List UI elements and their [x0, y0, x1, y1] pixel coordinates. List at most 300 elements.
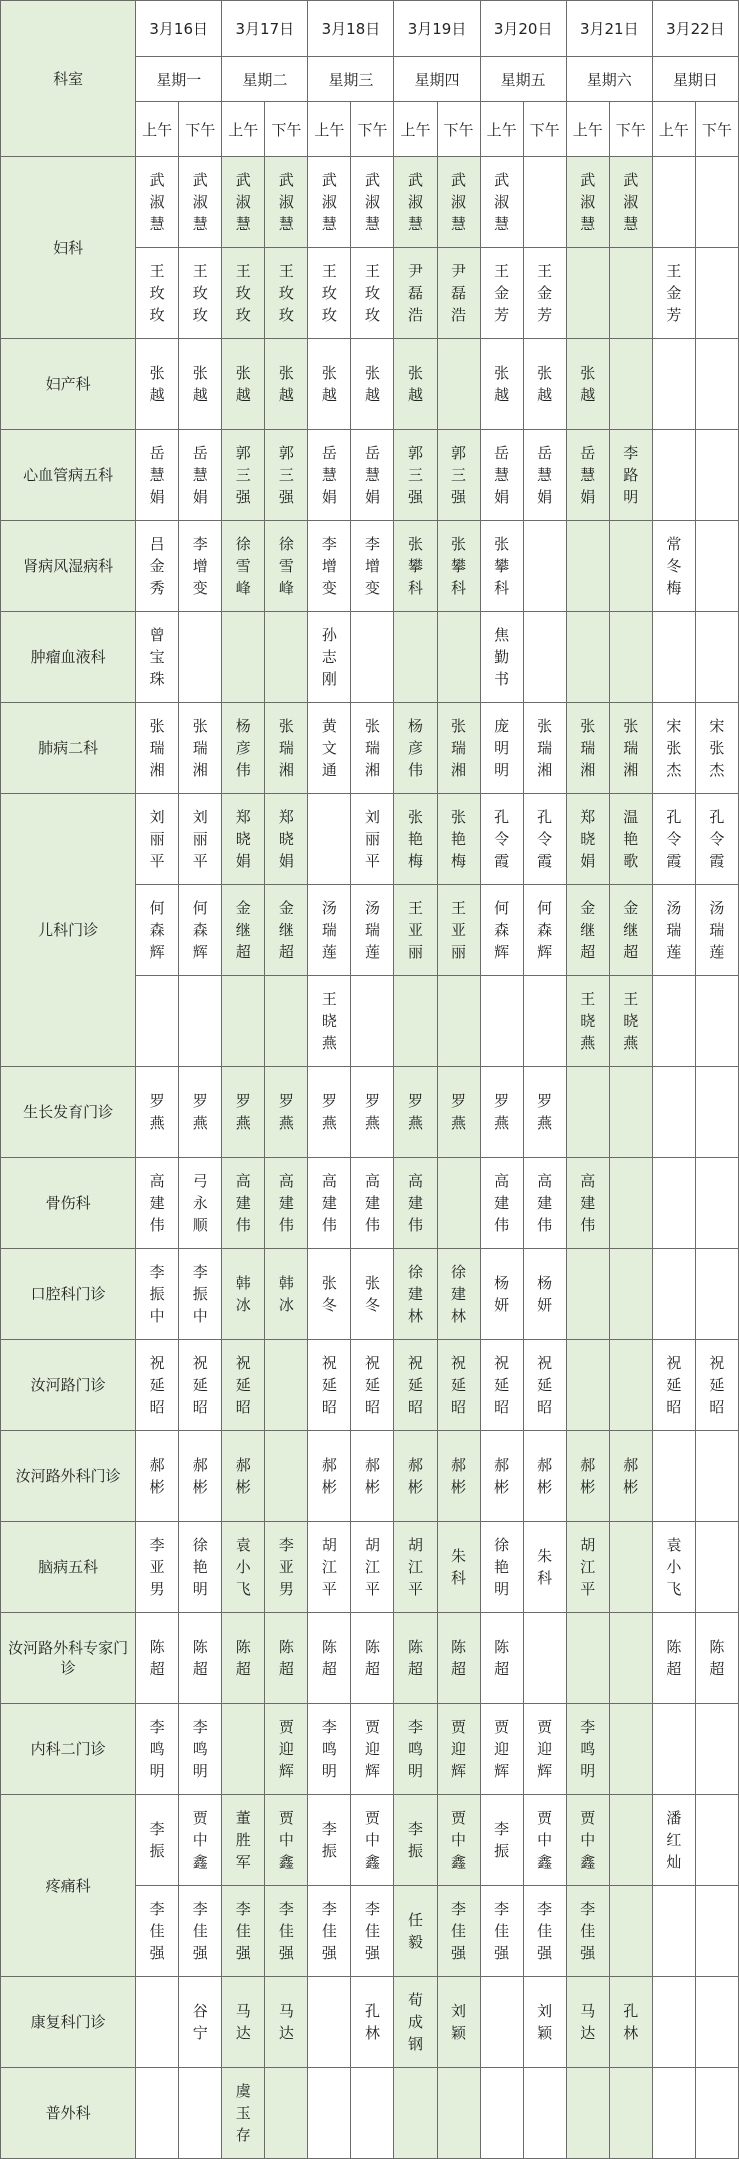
- doctor-name: 郑晓娟: [278, 808, 294, 870]
- schedule-row: [1, 794, 739, 885]
- pm-doctor-cell: [351, 1067, 394, 1158]
- pm-doctor-cell: [437, 339, 480, 430]
- pm-doctor-cell: [179, 248, 222, 339]
- doctor-name: 李振: [321, 1820, 337, 1860]
- doctor-name: 武淑慧: [623, 171, 639, 233]
- am-doctor-cell: [394, 1158, 437, 1249]
- pm-doctor-cell: [695, 612, 738, 703]
- am-doctor-cell: [394, 521, 437, 612]
- doctor-name: 张瑞湘: [149, 717, 165, 779]
- am-doctor-cell: [222, 2068, 265, 2159]
- doctor-name: 马达: [278, 2002, 294, 2042]
- doctor-name: 吕金秀: [149, 535, 165, 597]
- am-doctor-cell: [308, 1977, 351, 2068]
- am-doctor-cell: [394, 976, 437, 1067]
- am-doctor-cell: [394, 339, 437, 430]
- pm-doctor-cell: [437, 1977, 480, 2068]
- pm-doctor-cell: [437, 1249, 480, 1340]
- doctor-name: 岳慧娟: [321, 444, 337, 506]
- doctor-name: 徐建林: [451, 1263, 467, 1325]
- pm-doctor-cell: [265, 794, 308, 885]
- doctor-name: 张越: [192, 364, 208, 404]
- doctor-name: 陈超: [451, 1638, 467, 1678]
- am-doctor-cell: [652, 1431, 695, 1522]
- pm-doctor-cell: [179, 612, 222, 703]
- am-doctor-cell: [480, 703, 523, 794]
- doctor-name: 潘红灿: [666, 1809, 682, 1871]
- dept-name: 肿瘤血液科: [1, 612, 136, 703]
- doctor-name: 焦勤书: [494, 626, 510, 688]
- am-doctor-cell: [652, 1067, 695, 1158]
- weekday-header: 星期四: [394, 57, 480, 102]
- doctor-name: 徐雪峰: [278, 535, 294, 597]
- am-doctor-cell: [480, 612, 523, 703]
- pm-doctor-cell: [695, 1977, 738, 2068]
- doctor-name: 陈超: [149, 1638, 165, 1678]
- am-doctor-cell: [566, 1795, 609, 1886]
- pm-doctor-cell: [695, 885, 738, 976]
- weekday-header: 星期一: [136, 57, 222, 102]
- doctor-name: 刘丽平: [364, 808, 380, 870]
- schedule-row: [1, 157, 739, 248]
- am-doctor-cell: [308, 1431, 351, 1522]
- doctor-name: 岳慧娟: [494, 444, 510, 506]
- am-doctor-cell: [394, 1431, 437, 1522]
- schedule-row: [1, 1067, 739, 1158]
- doctor-name: 金继超: [623, 899, 639, 961]
- weekday-header: 星期二: [222, 57, 308, 102]
- dept-name: 脑病五科: [1, 1522, 136, 1613]
- pm-doctor-cell: [695, 1067, 738, 1158]
- am-doctor-cell: [480, 248, 523, 339]
- pm-doctor-cell: [351, 1340, 394, 1431]
- pm-doctor-cell: [609, 1340, 652, 1431]
- pm-doctor-cell: [265, 1067, 308, 1158]
- am-doctor-cell: [222, 703, 265, 794]
- pm-doctor-cell: [351, 521, 394, 612]
- am-doctor-cell: [136, 976, 179, 1067]
- pm-doctor-cell: [695, 1886, 738, 1977]
- doctor-name: 张瑞湘: [451, 717, 467, 779]
- am-doctor-cell: [222, 1977, 265, 2068]
- am-doctor-cell: [222, 430, 265, 521]
- doctor-name: 张越: [537, 364, 553, 404]
- pm-doctor-cell: [695, 248, 738, 339]
- doctor-name: 张瑞湘: [364, 717, 380, 779]
- am-doctor-cell: [480, 1522, 523, 1613]
- doctor-name: 汤瑞莲: [321, 899, 337, 961]
- pm-doctor-cell: [695, 430, 738, 521]
- am-doctor-cell: [652, 1977, 695, 2068]
- am-doctor-cell: [480, 1613, 523, 1704]
- pm-doctor-cell: [437, 1522, 480, 1613]
- schedule-row: [1, 612, 739, 703]
- am-doctor-cell: [136, 521, 179, 612]
- pm-doctor-cell: [179, 521, 222, 612]
- doctor-name: 贾迎辉: [537, 1718, 553, 1780]
- am-doctor-cell: [222, 1795, 265, 1886]
- doctor-name: 徐艳明: [192, 1536, 208, 1598]
- doctor-name: 尹磊浩: [451, 262, 467, 324]
- am-doctor-cell: [480, 1340, 523, 1431]
- doctor-name: 何森辉: [149, 899, 165, 961]
- pm-doctor-cell: [437, 1613, 480, 1704]
- doctor-name: 张瑞湘: [192, 717, 208, 779]
- am-doctor-cell: [566, 703, 609, 794]
- pm-doctor-cell: [437, 1067, 480, 1158]
- am-doctor-cell: [566, 521, 609, 612]
- doctor-name: 金继超: [278, 899, 294, 961]
- doctor-name: 罗燕: [451, 1092, 467, 1132]
- doctor-name: 黄文通: [321, 717, 337, 779]
- doctor-name: 王晓燕: [321, 990, 337, 1052]
- am-doctor-cell: [308, 612, 351, 703]
- doctor-name: 李路明: [623, 444, 639, 506]
- am-doctor-cell: [136, 430, 179, 521]
- pm-doctor-cell: [179, 1977, 222, 2068]
- date-header: 3月20日: [480, 1, 566, 57]
- doctor-name: 李亚男: [149, 1536, 165, 1598]
- dept-name: 口腔科门诊: [1, 1249, 136, 1340]
- doctor-name: 贾迎辉: [451, 1718, 467, 1780]
- doctor-name: 郭三强: [278, 444, 294, 506]
- doctor-name: 孔令霞: [666, 808, 682, 870]
- am-doctor-cell: [222, 339, 265, 430]
- doctor-name: 孔林: [364, 2002, 380, 2042]
- am-doctor-cell: [394, 1704, 437, 1795]
- doctor-name: 郝彬: [149, 1456, 165, 1496]
- am-doctor-cell: [566, 1340, 609, 1431]
- am-doctor-cell: [652, 430, 695, 521]
- pm-header: 下午: [265, 102, 308, 157]
- doctor-name: 金继超: [235, 899, 251, 961]
- pm-doctor-cell: [523, 430, 566, 521]
- doctor-name: 祝延昭: [192, 1354, 208, 1416]
- doctor-name: 袁小飞: [235, 1536, 251, 1598]
- doctor-name: 王玫玫: [235, 262, 251, 324]
- am-doctor-cell: [566, 157, 609, 248]
- am-doctor-cell: [136, 157, 179, 248]
- doctor-name: 张瑞湘: [580, 717, 596, 779]
- am-doctor-cell: [308, 430, 351, 521]
- pm-doctor-cell: [351, 1886, 394, 1977]
- doctor-name: 马达: [580, 2002, 596, 2042]
- doctor-name: 郝彬: [235, 1456, 251, 1496]
- doctor-name: 陈超: [494, 1638, 510, 1678]
- pm-doctor-cell: [437, 612, 480, 703]
- am-doctor-cell: [308, 703, 351, 794]
- am-doctor-cell: [566, 1158, 609, 1249]
- doctor-name: 罗燕: [149, 1092, 165, 1132]
- doctor-name: 李鸣明: [149, 1718, 165, 1780]
- am-doctor-cell: [222, 1886, 265, 1977]
- pm-doctor-cell: [609, 885, 652, 976]
- am-doctor-cell: [394, 885, 437, 976]
- pm-doctor-cell: [179, 885, 222, 976]
- doctor-name: 陈超: [407, 1638, 423, 1678]
- doctor-name: 庞明明: [494, 717, 510, 779]
- am-doctor-cell: [222, 1704, 265, 1795]
- doctor-name: 陈超: [709, 1638, 725, 1678]
- doctor-name: 高建伟: [494, 1172, 510, 1234]
- dept-name: 疼痛科: [1, 1795, 136, 1977]
- am-doctor-cell: [308, 1795, 351, 1886]
- am-doctor-cell: [222, 1522, 265, 1613]
- am-doctor-cell: [308, 976, 351, 1067]
- am-doctor-cell: [652, 976, 695, 1067]
- schedule-row: [1, 1249, 739, 1340]
- am-doctor-cell: [394, 1795, 437, 1886]
- am-doctor-cell: [566, 885, 609, 976]
- am-doctor-cell: [566, 612, 609, 703]
- am-doctor-cell: [308, 1522, 351, 1613]
- am-doctor-cell: [136, 1977, 179, 2068]
- doctor-name: 郝彬: [321, 1456, 337, 1496]
- dept-name: 生长发育门诊: [1, 1067, 136, 1158]
- pm-doctor-cell: [351, 430, 394, 521]
- doctor-name: 李鸣明: [580, 1718, 596, 1780]
- pm-doctor-cell: [523, 157, 566, 248]
- pm-doctor-cell: [265, 157, 308, 248]
- doctor-name: 张攀科: [494, 535, 510, 597]
- pm-doctor-cell: [695, 794, 738, 885]
- am-doctor-cell: [308, 1340, 351, 1431]
- pm-doctor-cell: [695, 1158, 738, 1249]
- doctor-name: 孔令霞: [537, 808, 553, 870]
- pm-doctor-cell: [351, 1795, 394, 1886]
- pm-doctor-cell: [609, 1431, 652, 1522]
- pm-doctor-cell: [351, 612, 394, 703]
- doctor-name: 贾中鑫: [364, 1809, 380, 1871]
- pm-doctor-cell: [523, 1977, 566, 2068]
- am-doctor-cell: [222, 794, 265, 885]
- am-doctor-cell: [394, 157, 437, 248]
- am-doctor-cell: [652, 885, 695, 976]
- am-doctor-cell: [222, 157, 265, 248]
- doctor-name: 李振: [149, 1820, 165, 1860]
- doctor-name: 陈超: [235, 1638, 251, 1678]
- pm-doctor-cell: [609, 2068, 652, 2159]
- am-doctor-cell: [480, 157, 523, 248]
- doctor-name: 杨妍: [494, 1274, 510, 1314]
- pm-doctor-cell: [179, 1704, 222, 1795]
- doctor-name: 祝延昭: [149, 1354, 165, 1416]
- doctor-name: 武淑慧: [407, 171, 423, 233]
- dept-name: 骨伤科: [1, 1158, 136, 1249]
- doctor-name: 朱科: [537, 1547, 553, 1587]
- doctor-name: 徐建林: [407, 1263, 423, 1325]
- doctor-name: 李佳强: [494, 1900, 510, 1962]
- doctor-name: 徐艳明: [494, 1536, 510, 1598]
- doctor-name: 王亚丽: [407, 899, 423, 961]
- pm-doctor-cell: [695, 1795, 738, 1886]
- doctor-name: 岳慧娟: [364, 444, 380, 506]
- pm-header: 下午: [695, 102, 738, 157]
- doctor-name: 贾迎辉: [278, 1718, 294, 1780]
- pm-doctor-cell: [437, 976, 480, 1067]
- am-doctor-cell: [308, 1613, 351, 1704]
- pm-doctor-cell: [609, 1522, 652, 1613]
- doctor-name: 汤瑞莲: [666, 899, 682, 961]
- am-doctor-cell: [480, 1249, 523, 1340]
- am-doctor-cell: [652, 1522, 695, 1613]
- dept-name: 肾病风湿病科: [1, 521, 136, 612]
- schedule-row: [1, 1340, 739, 1431]
- dept-name: 康复科门诊: [1, 1977, 136, 2068]
- schedule-row: [1, 1431, 739, 1522]
- dept-name: 儿科门诊: [1, 794, 136, 1067]
- doctor-name: 弓永顺: [192, 1172, 208, 1234]
- weekday-header: 星期五: [480, 57, 566, 102]
- doctor-name: 董胜军: [235, 1809, 251, 1871]
- pm-doctor-cell: [265, 1795, 308, 1886]
- pm-header: 下午: [351, 102, 394, 157]
- doctor-name: 祝延昭: [666, 1354, 682, 1416]
- am-doctor-cell: [136, 2068, 179, 2159]
- doctor-name: 刘丽平: [192, 808, 208, 870]
- doctor-name: 武淑慧: [321, 171, 337, 233]
- doctor-name: 岳慧娟: [192, 444, 208, 506]
- am-doctor-cell: [136, 1158, 179, 1249]
- doctor-name: 金继超: [580, 899, 596, 961]
- am-doctor-cell: [652, 1795, 695, 1886]
- pm-doctor-cell: [265, 339, 308, 430]
- am-doctor-cell: [652, 794, 695, 885]
- am-doctor-cell: [222, 1158, 265, 1249]
- am-doctor-cell: [394, 1067, 437, 1158]
- am-doctor-cell: [308, 248, 351, 339]
- doctor-name: 郝彬: [623, 1456, 639, 1496]
- pm-doctor-cell: [351, 339, 394, 430]
- am-doctor-cell: [136, 1249, 179, 1340]
- doctor-name: 胡江平: [407, 1536, 423, 1598]
- pm-doctor-cell: [265, 703, 308, 794]
- doctor-name: 高建伟: [407, 1172, 423, 1234]
- pm-doctor-cell: [265, 1613, 308, 1704]
- doctor-name: 胡江平: [580, 1536, 596, 1598]
- am-doctor-cell: [136, 703, 179, 794]
- doctor-name: 高建伟: [321, 1172, 337, 1234]
- doctor-name: 刘颖: [537, 2002, 553, 2042]
- am-doctor-cell: [652, 339, 695, 430]
- am-doctor-cell: [136, 1067, 179, 1158]
- doctor-name: 罗燕: [278, 1092, 294, 1132]
- doctor-name: 祝延昭: [407, 1354, 423, 1416]
- am-doctor-cell: [308, 339, 351, 430]
- am-doctor-cell: [566, 1613, 609, 1704]
- pm-doctor-cell: [523, 703, 566, 794]
- doctor-name: 张瑞湘: [537, 717, 553, 779]
- am-doctor-cell: [652, 1158, 695, 1249]
- doctor-name: 李佳强: [364, 1900, 380, 1962]
- am-header: 上午: [308, 102, 351, 157]
- doctor-name: 李鸣明: [321, 1718, 337, 1780]
- doctor-name: 王金芳: [494, 262, 510, 324]
- doctor-name: 李增变: [364, 535, 380, 597]
- pm-doctor-cell: [523, 1795, 566, 1886]
- pm-doctor-cell: [351, 157, 394, 248]
- pm-doctor-cell: [523, 1431, 566, 1522]
- am-doctor-cell: [308, 521, 351, 612]
- am-doctor-cell: [394, 1886, 437, 1977]
- pm-doctor-cell: [437, 1795, 480, 1886]
- doctor-name: 李振: [494, 1820, 510, 1860]
- pm-doctor-cell: [351, 1704, 394, 1795]
- date-header: 3月21日: [566, 1, 652, 57]
- pm-doctor-cell: [351, 1158, 394, 1249]
- am-header: 上午: [480, 102, 523, 157]
- am-doctor-cell: [480, 794, 523, 885]
- schedule-row: [1, 521, 739, 612]
- am-doctor-cell: [308, 1704, 351, 1795]
- doctor-name: 祝延昭: [235, 1354, 251, 1416]
- am-doctor-cell: [136, 794, 179, 885]
- pm-doctor-cell: [265, 1977, 308, 2068]
- doctor-name: 张艳梅: [451, 808, 467, 870]
- doctor-name: 郝彬: [494, 1456, 510, 1496]
- pm-doctor-cell: [609, 521, 652, 612]
- am-doctor-cell: [394, 794, 437, 885]
- pm-doctor-cell: [265, 1522, 308, 1613]
- am-doctor-cell: [566, 339, 609, 430]
- pm-doctor-cell: [437, 521, 480, 612]
- pm-doctor-cell: [695, 2068, 738, 2159]
- doctor-name: 马达: [235, 2002, 251, 2042]
- dept-name: 心血管病五科: [1, 430, 136, 521]
- am-doctor-cell: [652, 612, 695, 703]
- doctor-name: 岳慧娟: [580, 444, 596, 506]
- dept-name: 汝河路外科门诊: [1, 1431, 136, 1522]
- doctor-name: 祝延昭: [321, 1354, 337, 1416]
- weekday-header: 星期三: [308, 57, 394, 102]
- pm-doctor-cell: [351, 885, 394, 976]
- doctor-name: 张越: [149, 364, 165, 404]
- am-doctor-cell: [480, 430, 523, 521]
- am-doctor-cell: [136, 1522, 179, 1613]
- doctor-name: 宋张杰: [666, 717, 682, 779]
- pm-doctor-cell: [351, 1431, 394, 1522]
- doctor-name: 陈超: [192, 1638, 208, 1678]
- pm-doctor-cell: [179, 430, 222, 521]
- doctor-name: 杨彦伟: [407, 717, 423, 779]
- doctor-name: 郝彬: [580, 1456, 596, 1496]
- am-doctor-cell: [222, 612, 265, 703]
- pm-doctor-cell: [179, 1158, 222, 1249]
- am-doctor-cell: [394, 703, 437, 794]
- pm-doctor-cell: [179, 2068, 222, 2159]
- doctor-name: 李鸣明: [192, 1718, 208, 1780]
- am-doctor-cell: [308, 2068, 351, 2159]
- doctor-name: 张越: [494, 364, 510, 404]
- am-doctor-cell: [136, 612, 179, 703]
- am-doctor-cell: [222, 1249, 265, 1340]
- am-doctor-cell: [394, 248, 437, 339]
- doctor-name: 张冬: [364, 1274, 380, 1314]
- am-doctor-cell: [308, 885, 351, 976]
- doctor-name: 虞玉存: [235, 2082, 251, 2144]
- doctor-name: 祝延昭: [364, 1354, 380, 1416]
- pm-header: 下午: [609, 102, 652, 157]
- doctor-name: 王玫玫: [192, 262, 208, 324]
- date-header: 3月17日: [222, 1, 308, 57]
- pm-doctor-cell: [609, 1886, 652, 1977]
- doctor-name: 汤瑞莲: [709, 899, 725, 961]
- dept-name: 汝河路外科专家门诊: [1, 1613, 136, 1704]
- doctor-name: 武淑慧: [494, 171, 510, 233]
- pm-doctor-cell: [523, 612, 566, 703]
- am-doctor-cell: [136, 1613, 179, 1704]
- am-doctor-cell: [394, 430, 437, 521]
